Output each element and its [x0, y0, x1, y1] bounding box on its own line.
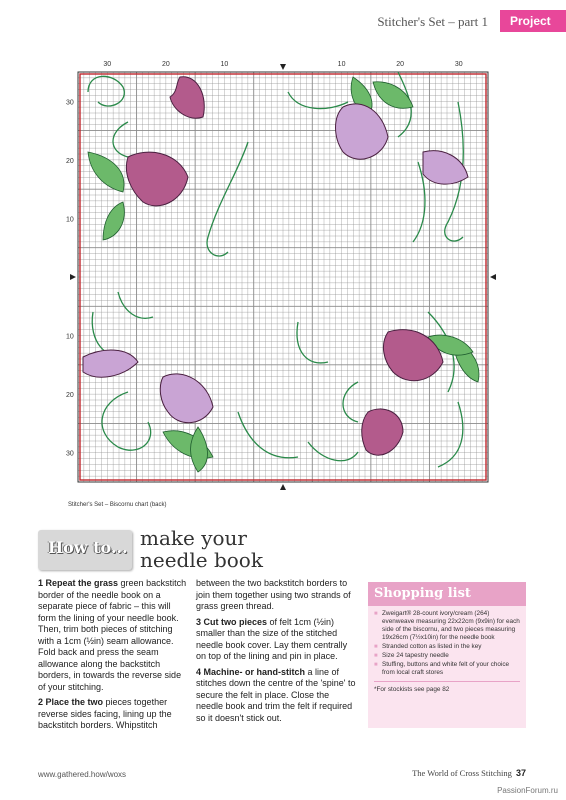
vine-backstitch	[308, 442, 358, 461]
chart-caption: Stitcher's Set – Biscornu chart (back)	[68, 502, 167, 508]
flower-motif	[160, 374, 213, 423]
instructions-column-1	[38, 578, 188, 736]
shopping-list-box	[368, 582, 526, 728]
cross-stitch-chart	[68, 62, 500, 492]
project-tab: Project	[500, 10, 566, 32]
ruler-top-label: 20	[396, 61, 405, 68]
vine-backstitch	[343, 382, 358, 422]
ruler-left-label: 30	[66, 99, 74, 107]
center-arrow-bottom	[280, 484, 286, 490]
flower-motif	[336, 104, 389, 159]
page-number: 37	[515, 768, 526, 778]
stockists-note: *For stockists see page 82	[374, 681, 520, 693]
center-arrow-top	[280, 64, 286, 70]
leaf-motif	[373, 82, 413, 108]
flower-motif	[83, 350, 138, 377]
instructions-column-2	[196, 578, 356, 728]
flower-motif	[362, 409, 403, 455]
ruler-top-label: 30	[103, 61, 112, 68]
step-2-continued: between the two backstitch borders to join them together using two strands of grass green thread.	[196, 578, 351, 611]
step-2: 2 Place the two pieces together reverse sides facing, lining up the backstitch borders. Whipstitch	[38, 697, 172, 730]
watermark: PassionForum.ru	[497, 786, 558, 795]
footer-magazine: The World of Cross Stitching 37	[412, 768, 526, 778]
vine-backstitch	[113, 122, 128, 157]
flower-motif	[423, 151, 468, 184]
step-3: 3 Cut two pieces of felt 1cm (½in) smaller than the size of the stitched needle book cover. Lay them centrally on top of the lining and pin in place.	[196, 616, 348, 661]
flower-motif	[170, 77, 204, 118]
flower-motif	[126, 152, 188, 206]
ruler-top-label: 20	[161, 61, 170, 68]
ruler-top-label: 10	[220, 61, 229, 68]
leaf-motif	[191, 427, 208, 472]
shopping-item: ■ Stranded cotton as listed in the key	[374, 643, 520, 651]
ruler-left-label: 10	[66, 333, 74, 341]
ruler-top-label: 10	[337, 61, 346, 68]
ruler-top-label: 30	[454, 61, 463, 68]
vine-backstitch	[102, 392, 151, 450]
step-1: 1 Repeat the grass green backstitch border of the needle book on a separate piece of fabric – this will form the lining of your needle book. Then, trim both pieces of stitching with a 1cm (½in) seam allowance. Fold back and press the seam allowance along the backstitch borders, in towards the reverse side of your stitching.	[38, 578, 187, 692]
center-arrow-left	[70, 274, 76, 280]
shopping-item: ■ Zweigart® 28-count ivory/cream (264) evenweave measuring 22x22cm (9x9in) for each side of the biscornu, and two pieces measuring 19x26cm (7½x10in) for the needle book	[374, 610, 520, 642]
shopping-list-items	[368, 606, 526, 677]
ruler-left-label: 20	[66, 392, 74, 400]
shopping-list-title: Shopping list	[368, 582, 526, 606]
step-4: 4 Machine- or hand-stitch a line of stitches down the centre of the 'spine' to secure the felt in place. Close the needle book and trim the felt if required so it doesn't stick out.	[196, 666, 356, 723]
vine-backstitch	[118, 292, 153, 318]
ruler-left-label: 20	[66, 157, 74, 165]
vine-backstitch	[92, 312, 123, 355]
ruler-left-label: 30	[66, 450, 74, 458]
center-arrow-right	[490, 274, 496, 280]
footer-url[interactable]: www.gathered.how/woxs	[38, 770, 127, 779]
section-title: Stitcher's Set – part 1	[377, 14, 488, 29]
leaf-motif	[103, 202, 124, 240]
chart-grid	[68, 62, 500, 492]
shopping-item: ■ Size 24 tapestry needle	[374, 652, 520, 660]
ruler-left-label: 10	[66, 216, 74, 224]
shopping-item: ■ Stuffing, buttons and white felt of your choice from local craft stores	[374, 661, 520, 677]
leaf-motif	[88, 152, 124, 192]
howto-title: make your needle book	[140, 526, 263, 572]
how-to-badge: How to...	[38, 530, 132, 570]
